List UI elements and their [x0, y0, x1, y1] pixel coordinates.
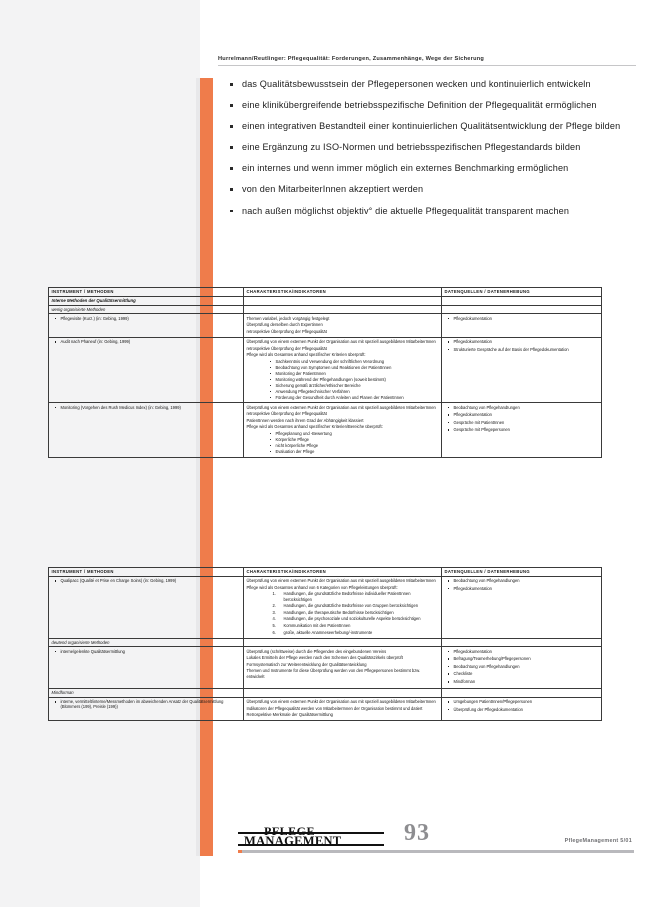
running-head: Hurrelmann/Reutlinger: Pflegequalität: Forderungen, Zusammenhänge, Wege der Sicherung — [218, 56, 485, 62]
column-header: DATENQUELLEN / DATENERHEBUNG — [442, 568, 602, 577]
criteria-line: retrospektive Überprüfung der Pflegequalität — [246, 345, 327, 351]
sources-cell — [442, 337, 602, 403]
instrument-cell — [49, 403, 244, 457]
criteria-line: retrospektive Überprüfung der Pflegequalität — [246, 411, 327, 417]
source-item: Pflegedokumentation — [445, 586, 599, 591]
instrument-label: interne/gelenkte Qualitätsermittlung — [52, 649, 241, 654]
section-blank-cell — [442, 305, 602, 314]
orange-accent-bar — [200, 78, 213, 856]
criteria-sub-item: Beobachtung von Symptomen und Reaktionen der PatientInnen — [269, 365, 439, 370]
section-label: Interne Methoden der Qualitätsermittlung — [49, 296, 244, 305]
instrument-label: Monitoring (Vorgehen des Rush Medicus Index) (in: Gebing, 1999) — [52, 405, 241, 410]
criteria-cell — [244, 647, 442, 689]
footer-rule — [238, 850, 634, 853]
instrument-cell — [49, 647, 244, 689]
criteria-sub-item: nicht körperliche Pflege — [269, 443, 439, 448]
sources-cell — [442, 576, 602, 638]
source-item: Mindforman — [445, 679, 599, 684]
brand-line-one: PFLEGE — [264, 824, 316, 838]
source-item: Pflegedokumentation — [445, 316, 599, 321]
running-head-rule — [218, 65, 636, 66]
criteria-numbered-item: Kommunikation mit den PatientInnen — [283, 622, 351, 628]
column-header: INSTRUMENT / METHODEN — [49, 288, 244, 297]
table-two-wrapper — [48, 567, 602, 721]
source-item: Befragung/Teamerhebung/Pflegepersonen — [445, 656, 599, 661]
criteria-line: Überprüfung derselben durch Expertinnen — [246, 322, 323, 328]
criteria-cell — [244, 337, 442, 403]
criteria-line: Überprüfung von einem externen Punkt der Organisation aus mit speziell ausgebildeten MitarbeiterInnen — [246, 699, 436, 705]
criteria-sub-item: Sicherung gemäß ärztlicher/ethischer Bereiche — [269, 383, 439, 388]
criteria-line: Pflege wird als Gesamtes anhand von 6 Kategorien von Pflegeleistungen überprüft: — [246, 584, 398, 590]
instrument-cell — [49, 337, 244, 403]
page-footer — [238, 822, 636, 867]
criteria-line: Themen variabel, jedoch vorgängig festgelegt — [246, 315, 330, 321]
source-item: Beobachtung von PflegehandIungen — [445, 405, 599, 410]
criteria-sub-item: Anwendung Pflegetechnischer Verfahren — [269, 389, 439, 394]
criteria-numbered-item: Handlungen, die grundsätzliche Bedürfnisse individueller PatientInnen berücksichtigen — [283, 591, 411, 602]
instrument-label: Qualipacc (Qualité et Prise en Charge Soins) (in: Gebing, 1999) — [52, 578, 241, 583]
instrument-label: Audit nach Phaneuf (in: Gebing, 1999) — [52, 339, 241, 344]
criteria-line: Retrospektive Merkmale der Qualitätsermittlung — [246, 712, 333, 718]
source-item: Strukturierte Gespräche auf der Basis der Pflegedokumentation — [445, 347, 599, 352]
column-header: CHARAKTERISTIKA/INDIKATOREN — [244, 288, 442, 297]
criteria-numbered-item: Handlungen, die therapeutische Bedürfnisse berücksichtigen — [283, 609, 394, 615]
criteria-cell — [244, 403, 442, 457]
table-row — [49, 697, 602, 720]
criteria-cell — [244, 576, 442, 638]
issue-label: PflegeManagement 5/01 — [564, 838, 632, 844]
source-item: Umgebungen PatientInnen/Pflegepersonen — [445, 699, 599, 704]
criteria-line: PatientInnen werden nach ihrem Grad der Abhängigkeit klassiert — [246, 417, 364, 423]
table-row — [49, 314, 602, 337]
intro-bullet-item: nach außen möglichst objektiv° die aktuelle Pflegequalität transparent machen — [228, 205, 636, 218]
instrument-label: interne, vermittelt/interne/Messmethoden im abweichenden Ansatz der Qualitätsermittlung (Blümmers (199), Preisle (199)) — [52, 699, 241, 709]
source-item: Überprüfung der Pflegedokumentation — [445, 707, 599, 712]
table-two — [48, 567, 602, 721]
section-label: Mindforman — [49, 688, 244, 697]
criteria-sub-item: Körperliche Pflege — [269, 437, 439, 442]
criteria-cell — [244, 314, 442, 337]
intro-bullet-item: ein internes und wenn immer möglich ein externes Benchmarking ermöglichen — [228, 162, 636, 175]
column-header: INSTRUMENT / METHODEN — [49, 568, 244, 577]
table-section-row — [49, 638, 602, 647]
instrument-cell — [49, 576, 244, 638]
intro-bullet-item: von den MitarbeiterInnen akzeptiert werden — [228, 183, 636, 196]
table-one — [48, 287, 602, 458]
page-number: 93 — [404, 820, 430, 846]
criteria-line: Überprüfung (schrittweise) durch die Pflegenden des eingebundenen Vereins — [246, 648, 387, 654]
sources-cell — [442, 403, 602, 457]
criteria-cell — [244, 697, 442, 720]
intro-bullet-list — [228, 78, 636, 226]
criteria-numbered-item: Handlungen, die grundsätzliche Bedürfnisse von Gruppen berücksichtigen — [283, 603, 418, 609]
intro-bullet-item: eine Ergänzung zu ISO-Normen und betriebsspezifischen Pflegestandards bilden — [228, 141, 636, 154]
brand-line-two: MANAGEMENT — [244, 834, 342, 848]
criteria-sub-item: Monitoring während der Pflegehandlungen (soweit bestimmt) — [269, 377, 439, 382]
table-section-row — [49, 305, 602, 314]
criteria-line: Lokales Ermitteln der Pflege werden nach den Schemen des Qualitätszirkels überprüft — [246, 655, 403, 661]
source-item: Beobachtung von Pflegehandlungen — [445, 664, 599, 669]
criteria-sub-item: Monitoring der PatientInnen — [269, 371, 439, 376]
section-label: wenig organisierte Methoden — [49, 305, 244, 314]
table-row — [49, 576, 602, 638]
table-one-wrapper — [48, 287, 602, 458]
source-item: Gespräche mit Pflegepersonen — [445, 427, 599, 432]
criteria-sub-item: Förderung der Gesundheit durch Anleiten und Planen der PatientInnen — [269, 395, 439, 400]
table-row — [49, 403, 602, 457]
intro-bullet-item: das Qualitätsbewusstsein der Pflegepersonen wecken und kontinuierlich entwickeln — [228, 78, 636, 91]
table-row — [49, 337, 602, 403]
section-blank-cell — [244, 688, 442, 697]
criteria-line: Pflege wird als Gesamtes anhand spezifischer Kriterien überprüft: — [246, 352, 366, 358]
sources-cell — [442, 314, 602, 337]
criteria-sub-item: Pflegeplanung und -Bewertung — [269, 431, 439, 436]
criteria-numbered-item: große, aktuelle Anamneseerhebung/-instrumente — [283, 629, 373, 635]
criteria-line: Themen und Instrumente für diese Überprüfung werden von den Pflegepersonen bestimmt bzw. entwickelt — [246, 668, 421, 679]
column-header: DATENQUELLEN / DATENERHEBUNG — [442, 288, 602, 297]
source-item: Checkliste — [445, 671, 599, 676]
section-blank-cell — [244, 305, 442, 314]
instrument-cell — [49, 314, 244, 337]
section-blank-cell — [442, 688, 602, 697]
source-item: Pflegedokumentation — [445, 649, 599, 654]
source-item: Pflegedokumentation — [445, 412, 599, 417]
sources-cell — [442, 697, 602, 720]
intro-bullet-item: eine klinikübergreifende betriebsspezifische Definition der Pflegequalität ermöglichen — [228, 99, 636, 112]
section-label: deutend organisierte Methoden — [49, 638, 244, 647]
criteria-line: Überprüfung von einem externen Punkt der Organisation aus mit speziell ausgebildeten MitarbeiterInnen — [246, 578, 436, 584]
source-item: Gespräche mit PatientInnen — [445, 420, 599, 425]
section-blank-cell — [244, 638, 442, 647]
criteria-line: Überprüfung von einem externen Punkt der Organisation aus mit speziell ausgebildeten MitarbeiterInnen — [246, 404, 436, 410]
criteria-line: Überprüfung von einem externen Punkt der Organisation aus mit speziell ausgebildeten MitarbeiterInnen — [246, 339, 436, 345]
sources-cell — [442, 647, 602, 689]
source-item: Pflegedokumentation — [445, 339, 599, 344]
criteria-line: Indikatoren der Pflegequalität werden von MitarbeiterInnen der Organisation bestimmt und datiert — [246, 705, 423, 711]
criteria-line: Formsystematisch zur Weiterentwicklung der Qualitätsentwicklung — [246, 661, 367, 667]
table-section-row — [49, 688, 602, 697]
criteria-numbered-item: Handlungen, die psychosoziale und soziokulturelle Aspekte berücksichtigen — [283, 616, 421, 622]
section-blank-cell — [442, 296, 602, 305]
source-item: Beobachtung von Pflegehandlungen — [445, 578, 599, 583]
section-blank-cell — [442, 638, 602, 647]
criteria-sub-list — [269, 431, 439, 454]
table-row — [49, 647, 602, 689]
instrument-label: Pflegevisite (Kurz.) (in: Gebing, 1999) — [52, 316, 241, 321]
criteria-sub-item: Evaluation der Pflege — [269, 449, 439, 454]
criteria-numbered-list — [273, 591, 439, 634]
section-blank-cell — [244, 296, 442, 305]
table-header-row — [49, 288, 602, 297]
criteria-line: Pflege wird als Gesamtes anhand spezifischer Kriterien/Bereiche überprüft: — [246, 424, 383, 430]
criteria-sub-item: Sachkenntnis und Verwendung der schriftlichen Verordnung — [269, 359, 439, 364]
instrument-cell — [49, 697, 244, 720]
column-header: CHARAKTERISTIKA/INDIKATOREN — [244, 568, 442, 577]
intro-bullet-item: einen integrativen Bestandteil einer kontinuierlichen Qualitätsentwicklung der Pflege bilden — [228, 120, 636, 133]
table-section-row — [49, 296, 602, 305]
criteria-sub-list — [269, 359, 439, 400]
criteria-line: retrospektive Überprüfung der Pflegequalität — [246, 328, 327, 334]
table-header-row — [49, 568, 602, 577]
